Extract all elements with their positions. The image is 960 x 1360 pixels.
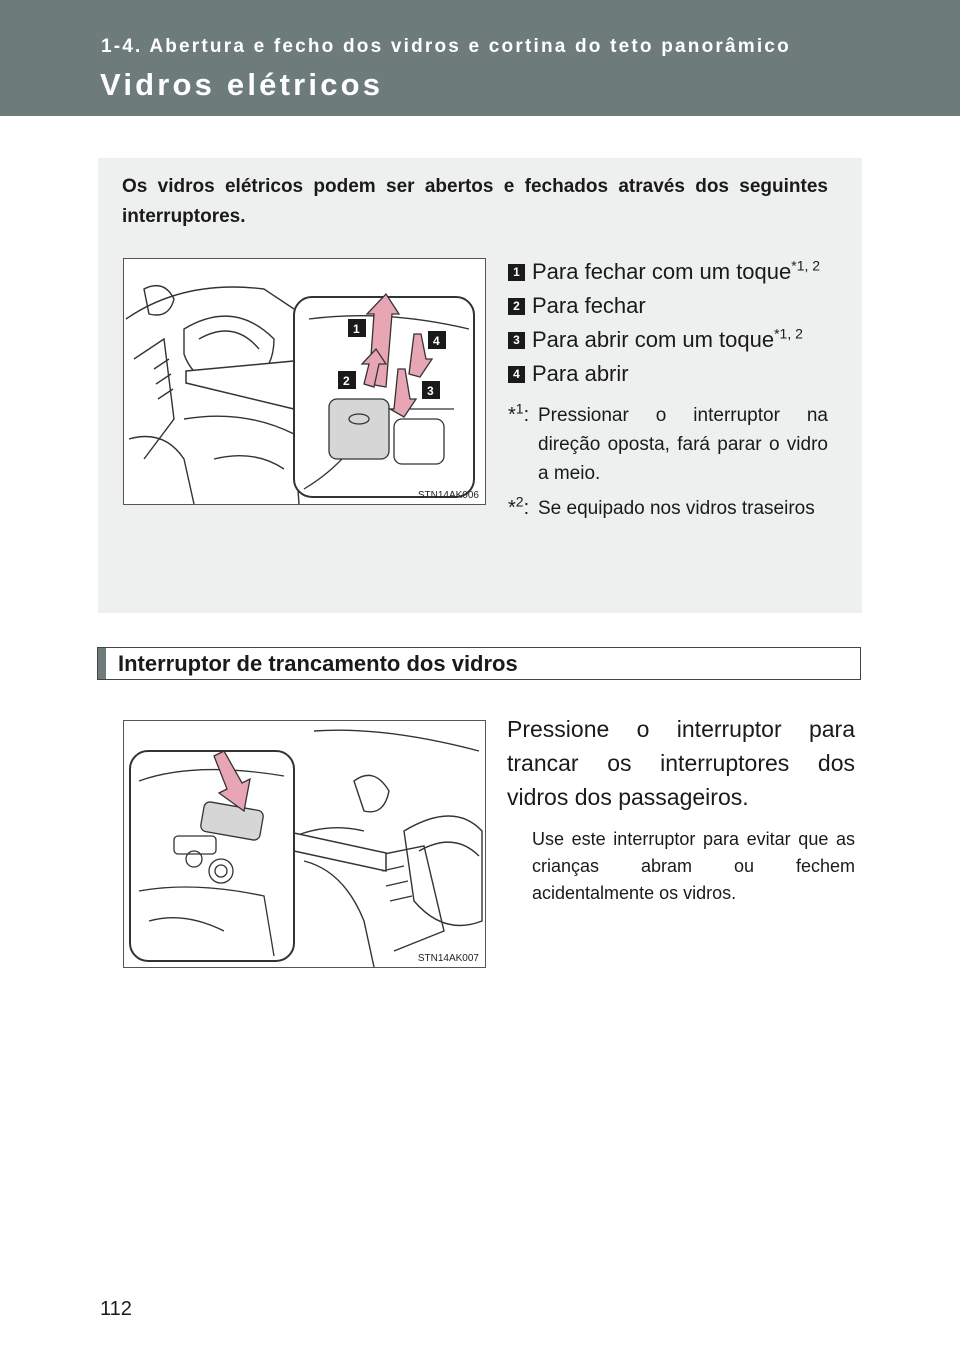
legend-text: Para abrir: [532, 361, 629, 386]
legend-text: Para fechar: [532, 293, 646, 318]
section-body-text: Pressione o interruptor para trancar os interruptores dos vidros dos passageiros.: [507, 716, 855, 810]
legend-item: [508, 323, 828, 357]
footnote: *$^2$: Se equipado nos vidros traseiros: [508, 493, 815, 519]
intro-text: Os vidros elétricos podem ser abertos e fechados através dos seguintes interruptores.: [122, 176, 828, 227]
legend-number: 1: [508, 264, 525, 281]
callout-1: 1: [353, 322, 360, 336]
footnote-mark: *: [508, 497, 516, 519]
legend-text: Para abrir com um toque: [532, 327, 775, 352]
power-window-switch-figure: [123, 258, 486, 505]
legend-number: 3: [508, 332, 525, 349]
legend-sup: *1, 2: [791, 257, 821, 274]
callout-2: 2: [343, 374, 350, 388]
intro-box: [98, 158, 862, 613]
section-note-text: Use este interruptor para evitar que as crianças abram ou fechem acidentalmente os vidros.: [532, 829, 855, 903]
legend-number: 4: [508, 366, 525, 383]
figure-code: STN14AK007: [417, 953, 479, 964]
footnote-sup: 2: [515, 493, 524, 510]
footnote-text: Pressionar o interruptor na direção oposta, fará parar o vidro a meio.: [538, 405, 828, 484]
figure-code: STN14AK006: [417, 490, 479, 501]
door-switch-illustration: [124, 259, 485, 504]
page-title: Vidros elétricos: [100, 67, 384, 102]
legend-item: [508, 357, 828, 391]
callout-3: 3: [427, 384, 434, 398]
section-heading: [97, 647, 861, 680]
footnote-text: Se equipado nos vidros traseiros: [538, 498, 815, 519]
window-lock-switch-figure: [123, 720, 486, 968]
page-header: [0, 0, 960, 116]
legend-number: 2: [508, 298, 525, 315]
section-heading-text: Interruptor de trancamento dos vidros: [118, 651, 518, 676]
footnote: *$^1$: Pressionar o interruptor na direção oposta, fará parar o vidro a meio.: [508, 400, 828, 484]
page-number: 112: [100, 1298, 132, 1320]
footnote-mark: *: [508, 404, 516, 426]
callout-4: 4: [433, 334, 440, 348]
legend-item: [508, 289, 828, 323]
legend-sup: *1, 2: [774, 325, 803, 342]
legend-item: [508, 255, 828, 289]
footnote-sup: 1: [515, 400, 524, 417]
section-heading-bar: [98, 648, 106, 679]
legend-text: Para fechar com um toque: [532, 259, 792, 284]
legend: [508, 255, 828, 523]
section-title: 1-4. Abertura e fecho dos vidros e cortina do teto panorâmico: [101, 36, 791, 57]
lock-switch-illustration: [124, 721, 485, 967]
